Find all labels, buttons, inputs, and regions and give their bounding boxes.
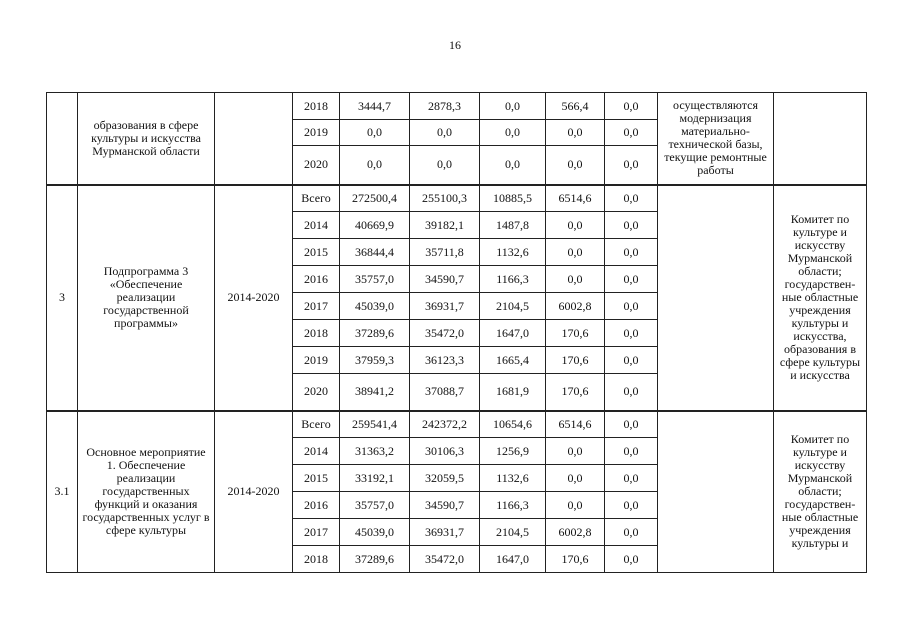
value-cell: 31363,2 (340, 438, 410, 465)
executor-cell: Комитет по культуре и искусству Мурманской области; государствен-ные областные учреждения культуры и (774, 411, 867, 573)
value-cell: 10885,5 (480, 185, 546, 212)
value-cell: 0,0 (546, 212, 605, 239)
value-cell: 170,6 (546, 546, 605, 573)
value-cell: 170,6 (546, 347, 605, 374)
page-number: 16 (449, 38, 461, 52)
value-cell: 45039,0 (340, 519, 410, 546)
value-cell: 36123,3 (410, 347, 480, 374)
year-cell: 2017 (293, 519, 340, 546)
year-cell: 2018 (293, 93, 340, 120)
value-cell: 35757,0 (340, 492, 410, 519)
value-cell: 0,0 (546, 146, 605, 185)
year-cell: 2016 (293, 492, 340, 519)
value-cell: 35472,0 (410, 546, 480, 573)
value-cell: 259541,4 (340, 411, 410, 438)
value-cell: 37959,3 (340, 347, 410, 374)
value-cell: 0,0 (546, 492, 605, 519)
value-cell: 0,0 (546, 266, 605, 293)
value-cell: 170,6 (546, 374, 605, 411)
executor-cell (774, 93, 867, 185)
value-cell: 0,0 (480, 146, 546, 185)
year-cell: 2016 (293, 266, 340, 293)
value-cell: 33192,1 (340, 465, 410, 492)
value-cell: 0,0 (546, 465, 605, 492)
value-cell: 272500,4 (340, 185, 410, 212)
value-cell: 1487,8 (480, 212, 546, 239)
value-cell: 37289,6 (340, 546, 410, 573)
year-cell: 2020 (293, 374, 340, 411)
year-cell: Всего (293, 185, 340, 212)
value-cell: 0,0 (605, 146, 658, 185)
value-cell: 566,4 (546, 93, 605, 120)
value-cell: 32059,5 (410, 465, 480, 492)
year-cell: 2017 (293, 293, 340, 320)
value-cell: 0,0 (605, 519, 658, 546)
value-cell: 0,0 (605, 374, 658, 411)
period-cell (215, 93, 293, 185)
value-cell: 36844,4 (340, 239, 410, 266)
value-cell: 0,0 (605, 185, 658, 212)
row-number-cell: 3 (47, 185, 78, 411)
year-cell: 2015 (293, 465, 340, 492)
value-cell: 0,0 (480, 93, 546, 120)
year-cell: 2018 (293, 320, 340, 347)
value-cell: 1647,0 (480, 546, 546, 573)
value-cell: 0,0 (605, 239, 658, 266)
value-cell: 0,0 (546, 438, 605, 465)
value-cell: 242372,2 (410, 411, 480, 438)
value-cell: 0,0 (605, 465, 658, 492)
year-cell: 2019 (293, 120, 340, 146)
value-cell: 1647,0 (480, 320, 546, 347)
table-row (47, 411, 867, 438)
value-cell: 0,0 (340, 146, 410, 185)
expected-results-cell (658, 411, 774, 573)
value-cell: 3444,7 (340, 93, 410, 120)
value-cell: 35472,0 (410, 320, 480, 347)
value-cell: 1665,4 (480, 347, 546, 374)
row-number-cell (47, 93, 78, 185)
value-cell: 39182,1 (410, 212, 480, 239)
activity-name-cell: образования в сфере культуры и искусства Мурманской области (78, 93, 215, 185)
value-cell: 0,0 (410, 146, 480, 185)
value-cell: 0,0 (605, 320, 658, 347)
value-cell: 1132,6 (480, 239, 546, 266)
value-cell: 0,0 (605, 212, 658, 239)
value-cell: 1166,3 (480, 266, 546, 293)
expected-results-cell: осуществляются модернизация материально-технической базы, текущие ремонтные работы (658, 93, 774, 185)
value-cell: 6002,8 (546, 293, 605, 320)
value-cell: 170,6 (546, 320, 605, 347)
year-cell: 2014 (293, 438, 340, 465)
value-cell: 0,0 (546, 239, 605, 266)
value-cell: 35711,8 (410, 239, 480, 266)
year-cell: 2020 (293, 146, 340, 185)
value-cell: 0,0 (605, 293, 658, 320)
value-cell: 0,0 (605, 411, 658, 438)
value-cell: 1132,6 (480, 465, 546, 492)
row-number-cell: 3.1 (47, 411, 78, 573)
value-cell: 0,0 (605, 546, 658, 573)
value-cell: 2878,3 (410, 93, 480, 120)
year-cell: 2018 (293, 546, 340, 573)
value-cell: 0,0 (605, 347, 658, 374)
value-cell: 2104,5 (480, 519, 546, 546)
value-cell: 6514,6 (546, 411, 605, 438)
year-cell: 2015 (293, 239, 340, 266)
activity-name-cell: Основное мероприятие 1. Обеспечение реализации государственных функций и оказания государственных услуг в сфере культуры (78, 411, 215, 573)
value-cell: 6514,6 (546, 185, 605, 212)
value-cell: 0,0 (480, 120, 546, 146)
value-cell: 45039,0 (340, 293, 410, 320)
year-cell: Всего (293, 411, 340, 438)
value-cell: 38941,2 (340, 374, 410, 411)
value-cell: 0,0 (605, 492, 658, 519)
value-cell: 1681,9 (480, 374, 546, 411)
value-cell: 37088,7 (410, 374, 480, 411)
value-cell: 34590,7 (410, 266, 480, 293)
expected-results-cell (658, 185, 774, 411)
value-cell: 35757,0 (340, 266, 410, 293)
value-cell: 36931,7 (410, 293, 480, 320)
year-cell: 2014 (293, 212, 340, 239)
value-cell: 0,0 (410, 120, 480, 146)
value-cell: 10654,6 (480, 411, 546, 438)
period-cell: 2014-2020 (215, 411, 293, 573)
table-row (47, 93, 867, 120)
period-cell: 2014-2020 (215, 185, 293, 411)
value-cell: 2104,5 (480, 293, 546, 320)
value-cell: 255100,3 (410, 185, 480, 212)
value-cell: 1256,9 (480, 438, 546, 465)
value-cell: 40669,9 (340, 212, 410, 239)
value-cell: 0,0 (605, 93, 658, 120)
value-cell: 0,0 (546, 120, 605, 146)
value-cell: 6002,8 (546, 519, 605, 546)
year-cell: 2019 (293, 347, 340, 374)
value-cell: 0,0 (605, 438, 658, 465)
funding-table (46, 92, 867, 573)
table-row (47, 185, 867, 212)
value-cell: 37289,6 (340, 320, 410, 347)
value-cell: 36931,7 (410, 519, 480, 546)
value-cell: 0,0 (605, 120, 658, 146)
value-cell: 1166,3 (480, 492, 546, 519)
executor-cell: Комитет по культуре и искусству Мурманской области; государствен-ные областные учреждения культуры и искусства, образования в сфере культуры и искусства (774, 185, 867, 411)
value-cell: 34590,7 (410, 492, 480, 519)
activity-name-cell: Подпрограмма 3 «Обеспечение реализации государственной программы» (78, 185, 215, 411)
value-cell: 30106,3 (410, 438, 480, 465)
value-cell: 0,0 (605, 266, 658, 293)
value-cell: 0,0 (340, 120, 410, 146)
